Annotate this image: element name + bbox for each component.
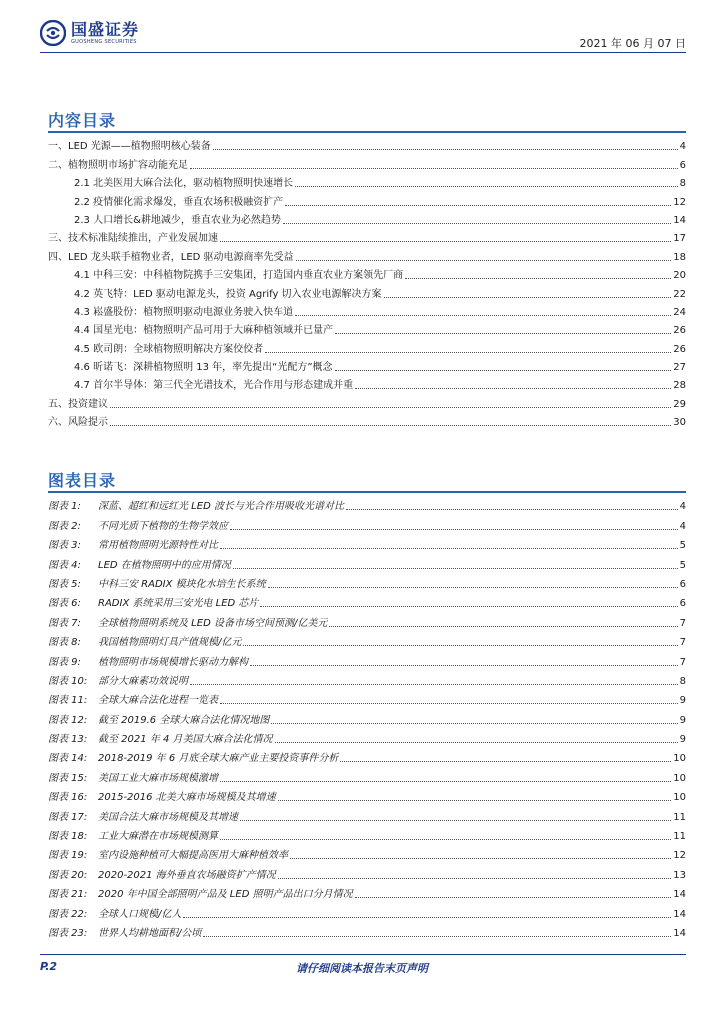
logo-name-cn: 国盛证券 (71, 19, 140, 39)
figure-entry-number: 图表 15: (48, 772, 88, 784)
figure-entry-page: 7 (679, 637, 686, 649)
figure-entry[interactable] (48, 629, 686, 648)
figure-entry-number: 图表 14: (48, 753, 88, 765)
toc-leader-dots (265, 351, 671, 353)
figure-entry[interactable] (48, 571, 686, 590)
toc-entry[interactable] (48, 263, 686, 281)
figure-leader-dots (278, 799, 672, 801)
figure-leader-dots (220, 838, 671, 840)
toc-entry[interactable] (48, 171, 686, 189)
contents-title: 内容目录 (48, 111, 117, 130)
figure-entry-number: 图表 23: (48, 927, 88, 939)
figure-entry-page: 6 (679, 598, 686, 610)
toc-entry-label: 4.7 首尔半导体：第三代全光谱技术，光合作用与形态建成并重 (74, 380, 354, 392)
figure-entry[interactable] (48, 842, 686, 861)
figure-entry-label: 不同光质下植物的生物学效应 (98, 520, 228, 532)
figure-entry[interactable] (48, 784, 686, 803)
toc-entry-page: 28 (673, 380, 686, 392)
toc-entry-page: 18 (673, 251, 686, 263)
toc-entry[interactable] (48, 226, 686, 244)
figure-entry-number: 图表 22: (48, 908, 88, 920)
figure-entry-label: 我国植物照明灯具产值规模/亿元 (98, 637, 242, 649)
toc-entry[interactable] (48, 318, 686, 336)
toc-entry-label: 4.6 昕诺飞：深耕植物照明 13 年，率先提出“光配方”概念 (74, 362, 333, 374)
figure-leader-dots (220, 702, 678, 704)
figure-entry[interactable] (48, 493, 686, 512)
toc-entry-page: 8 (679, 178, 686, 190)
toc-leader-dots (295, 314, 671, 316)
toc-leader-dots (384, 296, 672, 298)
figure-entry-page: 9 (679, 714, 686, 726)
toc-entry-label: 4.4 国星光电：植物照明产品可用于大麻种植领域并已量产 (74, 325, 334, 337)
figure-entry[interactable] (48, 900, 686, 919)
figure-entry-number: 图表 1: (48, 501, 81, 513)
toc-entry-page: 14 (673, 214, 686, 226)
toc-entry[interactable] (48, 355, 686, 373)
figure-leader-dots (243, 644, 677, 646)
figure-entry-number: 图表 18: (48, 831, 88, 843)
figure-entry-label: 截至 2021 年 4 月美国大麻合法化情况 (98, 734, 273, 746)
figure-entry-label: 深蓝、超红和远红光 LED 波长与光合作用吸收光谱对比 (98, 501, 344, 513)
toc-entry[interactable] (48, 244, 686, 262)
figure-leader-dots (329, 625, 677, 627)
figure-leader-dots (278, 877, 672, 879)
toc-entry-label: 四、LED 龙头联手植物业者，LED 驱动电源商率先受益 (48, 251, 294, 263)
figure-entry-page: 9 (679, 695, 686, 707)
figure-entry-page: 14 (673, 908, 686, 920)
logo-name-en: GUOSHENG SECURITIES (71, 38, 137, 45)
figure-leader-dots (220, 547, 678, 549)
figure-entry-label: 2015-2016 北美大麻市场规模及其增速 (98, 792, 276, 804)
figure-entry-number: 图表 3: (48, 540, 81, 552)
figure-entry[interactable] (48, 745, 686, 764)
figure-entry-page: 7 (679, 617, 686, 629)
figure-entry-number: 图表 21: (48, 889, 88, 901)
toc-leader-dots (296, 259, 672, 261)
figure-entry[interactable] (48, 512, 686, 531)
page-header (40, 20, 686, 54)
figure-entry-page: 9 (679, 734, 686, 746)
toc-entry-label: 三、技术标准陆续推出，产业发展加速 (48, 233, 218, 245)
figure-leader-dots (340, 760, 671, 762)
figure-entry-page: 11 (673, 811, 686, 823)
toc-entry-page: 30 (673, 417, 686, 429)
figure-entry-page: 13 (673, 869, 686, 881)
figure-entry-label: 2020-2021 海外垂直农场融资扩产情况 (98, 869, 276, 881)
toc-entry-label: 一、LED 光源——植物照明核心装备 (48, 141, 211, 153)
toc-entry-label: 六、风险提示 (48, 417, 108, 429)
figure-entry-page: 11 (673, 831, 686, 843)
figure-leader-dots (190, 683, 678, 685)
toc-entry-page: 27 (673, 362, 686, 374)
figure-entry-label: 截至 2019.6 全球大麻合法化情况地图 (98, 714, 270, 726)
figure-entry-page: 6 (679, 578, 686, 590)
toc-entry[interactable] (48, 373, 686, 391)
toc-entry-label: 2.2 疫情催化需求爆发，垂直农场积极融资扩产 (74, 196, 284, 208)
figure-entry-label: 全球植物照明系统及 LED 设备市场空间预测/亿美元 (98, 617, 328, 629)
figure-entry-page: 5 (679, 540, 686, 552)
figure-entry-label: LED 在植物照明中的应用情况 (98, 559, 231, 571)
figure-entry-number: 图表 2: (48, 520, 81, 532)
toc-leader-dots (110, 424, 671, 426)
figure-entry-label: 2020 年中国全部照明产品及 LED 照明产品出口分月情况 (98, 889, 353, 901)
toc-entry[interactable] (48, 189, 686, 207)
figure-leader-dots (250, 664, 678, 666)
header-divider (40, 52, 686, 53)
figure-entry[interactable] (48, 532, 686, 551)
toc-entry-page: 6 (679, 159, 686, 171)
figure-entry-label: 美国合法大麻市场规模及其增速 (98, 811, 238, 823)
figure-entry[interactable] (48, 920, 686, 939)
toc-entry-label: 4.3 崧盛股份：植物照明驱动电源业务驶入快车道 (74, 306, 294, 318)
figures-list (48, 493, 686, 939)
figure-entry-number: 图表 17: (48, 811, 88, 823)
figure-entry-number: 图表 9: (48, 656, 81, 668)
toc-entry-label: 4.5 欧司朗：全球植物照明解决方案佼佼者 (74, 343, 264, 355)
figure-entry[interactable] (48, 648, 686, 667)
toc-leader-dots (335, 332, 671, 334)
toc-entry[interactable] (48, 410, 686, 428)
figure-leader-dots (220, 780, 671, 782)
figure-entry-label: 植物照明市场规模增长驱动力解构 (98, 656, 248, 668)
figure-entry-page: 8 (679, 675, 686, 687)
toc-leader-dots (405, 277, 671, 279)
figure-leader-dots (260, 605, 677, 607)
figure-entry-label: 世界人均耕地面积/公顷 (98, 927, 202, 939)
toc-entry-page: 29 (673, 398, 686, 410)
figure-leader-dots (230, 528, 678, 530)
toc-entry-label: 4.2 英飞特：LED 驱动电源龙头，投资 Agrify 切入农业电源解决方案 (74, 288, 382, 300)
toc-entry[interactable] (48, 300, 686, 318)
toc-leader-dots (295, 185, 678, 187)
toc-entry-page: 17 (673, 233, 686, 245)
figure-leader-dots (240, 819, 671, 821)
figure-leader-dots (275, 741, 678, 743)
figure-entry-number: 图表 5: (48, 578, 81, 590)
figure-leader-dots (203, 935, 671, 937)
figure-entry[interactable] (48, 881, 686, 900)
toc-leader-dots (355, 387, 671, 389)
figure-entry-number: 图表 6: (48, 598, 81, 610)
toc-entry-page: 26 (673, 325, 686, 337)
figure-entry[interactable] (48, 687, 686, 706)
figure-leader-dots (346, 508, 678, 510)
figure-entry-label: 常用植物照明光源特性对比 (98, 540, 218, 552)
figure-entry-number: 图表 12: (48, 714, 88, 726)
toc-entry[interactable] (48, 336, 686, 354)
figures-title: 图表目录 (48, 471, 117, 490)
disclaimer-note: 请仔细阅读本报告末页声明 (296, 962, 428, 975)
figure-entry-page: 14 (673, 889, 686, 901)
figure-entry[interactable] (48, 668, 686, 687)
figure-entry-number: 图表 16: (48, 792, 88, 804)
figure-entry-number: 图表 20: (48, 869, 88, 881)
toc-entry-page: 24 (673, 306, 686, 318)
figure-entry-page: 12 (673, 850, 686, 862)
toc-entry-label: 2.3 人口增长&耕地减少，垂直农业为必然趋势 (74, 214, 281, 226)
figure-entry-label: 工业大麻潜在市场规模测算 (98, 831, 218, 843)
figure-leader-dots (268, 586, 678, 588)
toc-leader-dots (190, 167, 678, 169)
toc-leader-dots (213, 148, 678, 150)
figure-leader-dots (290, 857, 671, 859)
figure-entry-number: 图表 10: (48, 675, 88, 687)
toc-leader-dots (110, 406, 671, 408)
page-number: P.2 (40, 960, 58, 973)
figure-entry[interactable] (48, 706, 686, 725)
figure-entry[interactable] (48, 861, 686, 880)
figure-entry-page: 5 (679, 559, 686, 571)
figure-entry-label: 美国工业大麻市场规模激增 (98, 772, 218, 784)
figure-entry-label: 部分大麻素功效说明 (98, 675, 188, 687)
contents-list (48, 134, 686, 428)
toc-leader-dots (285, 204, 671, 206)
figure-entry-label: 全球人口规模/亿人 (98, 908, 182, 920)
figure-entry-page: 4 (679, 520, 686, 532)
figure-entry-page: 10 (673, 753, 686, 765)
toc-leader-dots (220, 240, 671, 242)
toc-entry-label: 五、投资建议 (48, 398, 108, 410)
figure-entry[interactable] (48, 764, 686, 783)
figure-entry-label: RADIX 系统采用三安光电 LED 芯片 (98, 598, 259, 610)
logo-mark-icon (40, 20, 66, 46)
toc-entry-label: 4.1 中科三安：中科植物院携手三安集团，打造国内垂直农业方案领先厂商 (74, 270, 404, 282)
toc-entry[interactable] (48, 208, 686, 226)
figure-entry-number: 图表 11: (48, 695, 88, 707)
figure-entry-label: 室内设施种植可大幅提高医用大麻种植效率 (98, 850, 288, 862)
figure-leader-dots (183, 916, 671, 918)
report-date: 2021 年 06 月 07 日 (579, 37, 686, 50)
figure-entry[interactable] (48, 609, 686, 628)
figure-leader-dots (271, 722, 677, 724)
figure-entry[interactable] (48, 823, 686, 842)
figure-entry-label: 中科三安 RADIX 模块化水培生长系统 (98, 578, 266, 590)
toc-entry[interactable] (48, 391, 686, 409)
figure-leader-dots (233, 567, 678, 569)
figure-entry-page: 4 (679, 501, 686, 513)
figure-entry-number: 图表 8: (48, 637, 81, 649)
figure-entry-number: 图表 19: (48, 850, 88, 862)
figure-entry[interactable] (48, 726, 686, 745)
figure-entry[interactable] (48, 803, 686, 822)
toc-leader-dots (283, 222, 671, 224)
toc-entry-label: 二、植物照明市场扩容动能充足 (48, 159, 188, 171)
contents-title-rule (48, 131, 686, 133)
figure-entry-page: 7 (679, 656, 686, 668)
figure-entry[interactable] (48, 551, 686, 570)
toc-entry-label: 2.1 北美医用大麻合法化，驱动植物照明快速增长 (74, 178, 294, 190)
toc-entry[interactable] (48, 134, 686, 152)
toc-entry-page: 12 (673, 196, 686, 208)
figure-entry-number: 图表 4: (48, 559, 81, 571)
toc-entry[interactable] (48, 281, 686, 299)
figure-entry-number: 图表 13: (48, 734, 88, 746)
figure-entry-page: 10 (673, 792, 686, 804)
figure-entry-label: 全球大麻合法化进程一览表 (98, 695, 218, 707)
footer-divider (40, 954, 686, 955)
toc-entry-page: 4 (679, 141, 686, 153)
figure-entry-page: 14 (673, 927, 686, 939)
figure-entry-label: 2018-2019 年 6 月底全球大麻产业主要投资事件分析 (98, 753, 339, 765)
figure-entry-page: 10 (673, 772, 686, 784)
figure-entry[interactable] (48, 590, 686, 609)
toc-entry[interactable] (48, 152, 686, 170)
figure-leader-dots (355, 896, 672, 898)
toc-entry-page: 26 (673, 343, 686, 355)
toc-entry-page: 22 (673, 288, 686, 300)
toc-entry-page: 20 (673, 270, 686, 282)
company-logo (40, 20, 139, 46)
figure-entry-number: 图表 7: (48, 617, 81, 629)
toc-leader-dots (335, 369, 672, 371)
